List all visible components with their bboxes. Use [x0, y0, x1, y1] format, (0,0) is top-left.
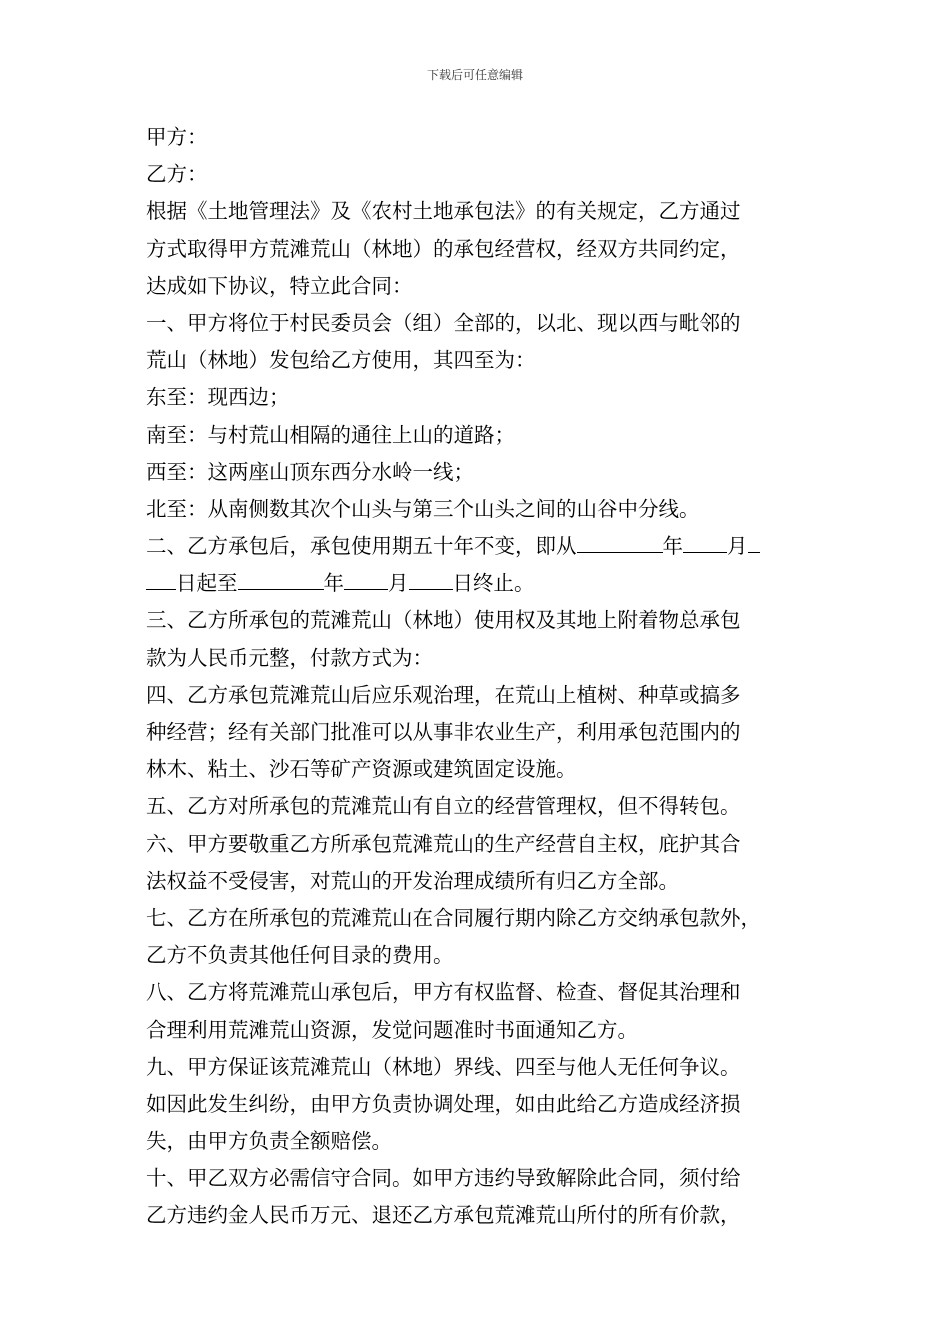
contract-line: 失，由甲方负责全额赔偿。 — [146, 1129, 392, 1154]
blank-field — [344, 567, 388, 590]
contract-line: 荒山（林地）发包给乙方使用，其四至为： — [146, 348, 536, 373]
contract-line: 乙方违约金人民币万元、退还乙方承包荒滩荒山所付的所有价款， — [146, 1203, 741, 1228]
contract-line: 方式取得甲方荒滩荒山（林地）的承包经营权，经双方共同约定， — [146, 236, 741, 261]
contract-line: 乙方： — [146, 162, 208, 187]
contract-line: 种经营；经有关部门批准可以从事非农业生产，利用承包范围内的 — [146, 720, 741, 744]
contract-line: 五、乙方对所承包的荒滩荒山有自立的经营管理权，但不得转包。 — [146, 794, 741, 819]
contract-line: 达成如下协议，特立此合同： — [146, 273, 413, 298]
term-text: 二、乙方承包后，承包使用期五十年不变，即从 — [146, 534, 577, 559]
contract-line: 法权益不受侵害，对荒山的开发治理成绩所有归乙方全部。 — [146, 868, 679, 893]
contract-line: 南至：与村荒山相隔的通往上山的道路； — [146, 422, 515, 447]
blank-field — [409, 567, 453, 590]
contract-line: 如因此发生纠纷，由甲方负责协调处理，如由此给乙方造成经济损 — [146, 1091, 741, 1116]
term-text: 日起至 — [176, 571, 238, 596]
contract-line: 三、乙方所承包的荒滩荒山（林地）使用权及其地上附着物总承包 — [146, 608, 741, 633]
contract-line: 乙方不负责其他任何目录的费用。 — [146, 943, 454, 968]
contract-line: 四、乙方承包荒滩荒山后应乐观治理，在荒山上植树、种草或搞多 — [146, 682, 741, 707]
contract-line: 九、甲方保证该荒滩荒山（林地）界线、四至与他人无任何争议。 — [146, 1054, 741, 1079]
contract-line: 根据《土地管理法》及《农村土地承包法》的有关规定，乙方通过 — [146, 199, 741, 224]
blank-field — [748, 530, 760, 553]
contract-line: 甲方： — [146, 125, 208, 149]
contract-line: 东至：现西边； — [146, 385, 290, 410]
contract-body — [146, 119, 821, 1235]
contract-line: 林木、粘土、沙石等矿产资源或建筑固定设施。 — [146, 757, 577, 782]
contract-line: 六、甲方要敬重乙方所承包荒滩荒山的生产经营自主权，庇护其合 — [146, 831, 741, 856]
blank-field — [146, 567, 176, 590]
term-text: 年 — [323, 571, 344, 596]
term-text: 月 — [388, 571, 409, 596]
contract-line: 款为人民币元整，付款方式为： — [146, 645, 433, 670]
blank-field — [238, 567, 324, 590]
contract-line: 八、乙方将荒滩荒山承包后，甲方有权监督、检查、督促其治理和 — [146, 980, 741, 1005]
term-text: 月 — [727, 534, 748, 559]
contract-line: 一、甲方将位于村民委员会（组）全部的，以北、现以西与毗邻的 — [146, 310, 741, 335]
contract-line: 十、甲乙双方必需信守合同。如甲方违约导致解除此合同，须付给 — [146, 1166, 741, 1191]
term-line-2 — [146, 565, 821, 602]
blank-field — [683, 530, 727, 553]
term-text: 年 — [662, 534, 683, 559]
contract-line: 西至：这两座山顶东西分水岭一线； — [146, 459, 474, 484]
page-header-note: 下载后可任意编辑 — [426, 68, 523, 82]
blank-field — [577, 530, 663, 553]
contract-line: 七、乙方在所承包的荒滩荒山在合同履行期内除乙方交纳承包款外， — [146, 905, 761, 930]
contract-line: 北至：从南侧数其次个山头与第三个山头之间的山谷中分线。 — [146, 496, 700, 521]
contract-line: 合理利用荒滩荒山资源，发觉问题准时书面通知乙方。 — [146, 1017, 638, 1042]
term-text: 日终止。 — [452, 571, 535, 596]
term-line-1 — [146, 528, 821, 565]
